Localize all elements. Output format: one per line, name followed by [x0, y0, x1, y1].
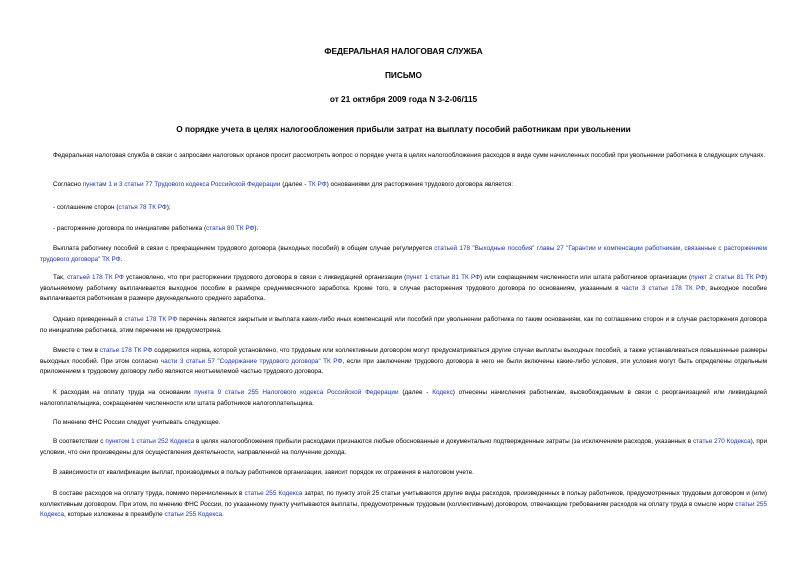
paragraph: Выплата работнику пособий в связи с прекращением трудового договора (выходных пособий) в общем случае регулируется статьей 178 "Выходные пособия" главы 27 "Гарантии и компенсации работникам, связанные с расторжением трудового договора" ТК РФ. — [40, 245, 767, 263]
paragraph: К расходам на оплату труда на основании пункта 9 статьи 255 Налогового кодекса Российской Федерации (далее - Кодекс) отнесены начисления работникам, высвобождаемым в связи с реорганизацией или ликвидацией налогоплательщика, сокращением численности или штата работников налогоплательщика. — [40, 389, 767, 407]
law-link[interactable]: пункта 9 статьи 255 Налогового кодекса Российской Федерации — [194, 389, 399, 396]
law-link[interactable]: пункт 2 статьи 81 ТК РФ — [691, 274, 765, 281]
law-link[interactable]: Кодекс — [432, 389, 453, 396]
law-link[interactable]: части 3 статьи 57 "Содержание трудового договора" ТК РФ — [160, 357, 343, 365]
paragraph: Однако приведенный в статье 178 ТК РФ перечень является закрытым и выплата каких-либо иных компенсаций или пособий при увольнении работника по таким основаниям, как по соглашению сторон и в случае расторжения договора по инициативе работника, этим перечнем не предусмотрена. — [40, 316, 767, 334]
law-link[interactable]: статье 178 ТК РФ — [99, 347, 153, 354]
law-link[interactable]: статье 178 ТК РФ — [124, 316, 178, 323]
paragraph: В составе расходов на оплату труда, помимо перечисленных в статье 255 Кодекса затрат, по пункту этой 25 статьи учитываются другие виды расходов, произведенных в пользу работников, предусмотренных трудовым договором и (или) коллективным договором. При этом, по мнению ФНС России, по указанному пункту учитываются выплаты, предусмотренные трудовым (коллективным) договором, отвечающие требованиям расходов на оплату труда в смысле норм статьи 255 Кодекса, которые изложены в преамбуле статьи 255 Кодекса. — [40, 490, 768, 518]
law-link[interactable]: статьей 178 "Выходные пособия" главы 27 "Гарантии и компенсации работникам, связанные с расторжением трудового договора" ТК РФ — [40, 245, 767, 263]
law-link[interactable]: пунктом 1 статьи 252 Кодекса — [105, 438, 195, 445]
law-link[interactable]: статье 255 Кодекса — [244, 490, 303, 497]
document-type: ПИСЬМО — [384, 70, 423, 80]
law-link[interactable]: пункт 1 статьи 81 ТК РФ — [406, 274, 481, 281]
issuing-agency: ФЕДЕРАЛЬНАЯ НАЛОГОВАЯ СЛУЖБА — [324, 46, 483, 56]
paragraph: Так, статьей 178 ТК РФ установлено, что при расторжении трудового договора в связи с ликвидацией организации (пункт 1 статьи 81 ТК РФ) или сокращением численности или штата работников организации (пункт 2 статьи 81 ТК РФ) увольняемому работнику выплачивается выходное пособие в размере среднемесячного заработка. Кроме того, в случае расторжения трудового договора по основаниям, указанным в части 3 статьи 178 ТК РФ, выходное пособие выплачивается работникам в размере двухнедельного среднего заработка. — [40, 274, 768, 302]
paragraph: - расторжение договора по инициативе работника (статья 80 ТК РФ). — [53, 225, 259, 232]
law-link[interactable]: статья 78 ТК РФ — [118, 204, 167, 211]
paragraph: Согласно пунктам 1 и 3 статьи 77 Трудового кодекса Российской Федерации (далее - ТК РФ) основаниями для расторжения трудового договора является: — [53, 181, 514, 188]
law-link[interactable]: ТК РФ — [308, 181, 327, 188]
paragraph: В зависимости от квалификации выплат, производимых в пользу работников организации, зависит порядок их отражения в налоговом учете. — [53, 469, 474, 476]
law-link[interactable]: статье 270 Кодекса — [692, 438, 751, 445]
law-link[interactable]: статья 80 ТК РФ — [206, 225, 255, 232]
law-link[interactable]: части 3 статьи 178 ТК РФ — [621, 284, 706, 292]
paragraph: По мнению ФНС России следует учитывать следующее. — [53, 419, 221, 426]
law-link[interactable]: статьи 255 Кодекса — [164, 511, 222, 518]
paragraph: В соответствии с пунктом 1 статьи 252 Кодекса в целях налогообложения прибыли расходами признаются любые обоснованные и документально подтвержденные затраты (за исключением расходов, указанных в статье 270 Кодекса), при условии, что они произведены для осуществления деятельности, направленной на получение дохода. — [40, 438, 768, 456]
document-date-number: от 21 октября 2009 года N 3-2-06/115 — [329, 94, 478, 104]
paragraph: Федеральная налоговая служба в связи с запросами налоговых органов просит рассмотреть вопрос о порядке учета в целях налогообложения расходов в виде сумм начисленных пособий при увольнении работника в следующих случаях. — [53, 152, 766, 159]
paragraph: Вместе с тем в статье 178 ТК РФ содержится норма, которой установлено, что трудовым или коллективным договором могут предусматриваться другие случаи выплаты выходных пособий, а также устанавливаться повышенные размеры выходных пособий. При этом согласно части 3 статьи 57 "Содержание трудового договора" ТК РФ, если при заключении трудового договора в него не были включены какие-либо условия, эти условия могут быть определены отдельным приложением к трудовому договору либо являются неотъемлемой частью трудового договора. — [40, 347, 767, 375]
law-link[interactable]: статьи 255 Кодекса — [40, 500, 767, 518]
document-subject: О порядке учета в целях налогообложения прибыли затрат на выплату пособий работникам при увольнении — [176, 124, 631, 134]
law-link[interactable]: пунктам 1 и 3 статьи 77 Трудового кодекса Российской Федерации — [82, 181, 281, 188]
law-link[interactable]: статьей 178 ТК РФ — [66, 274, 124, 281]
paragraph: - соглашение сторон (статья 78 ТК РФ); — [53, 204, 171, 211]
